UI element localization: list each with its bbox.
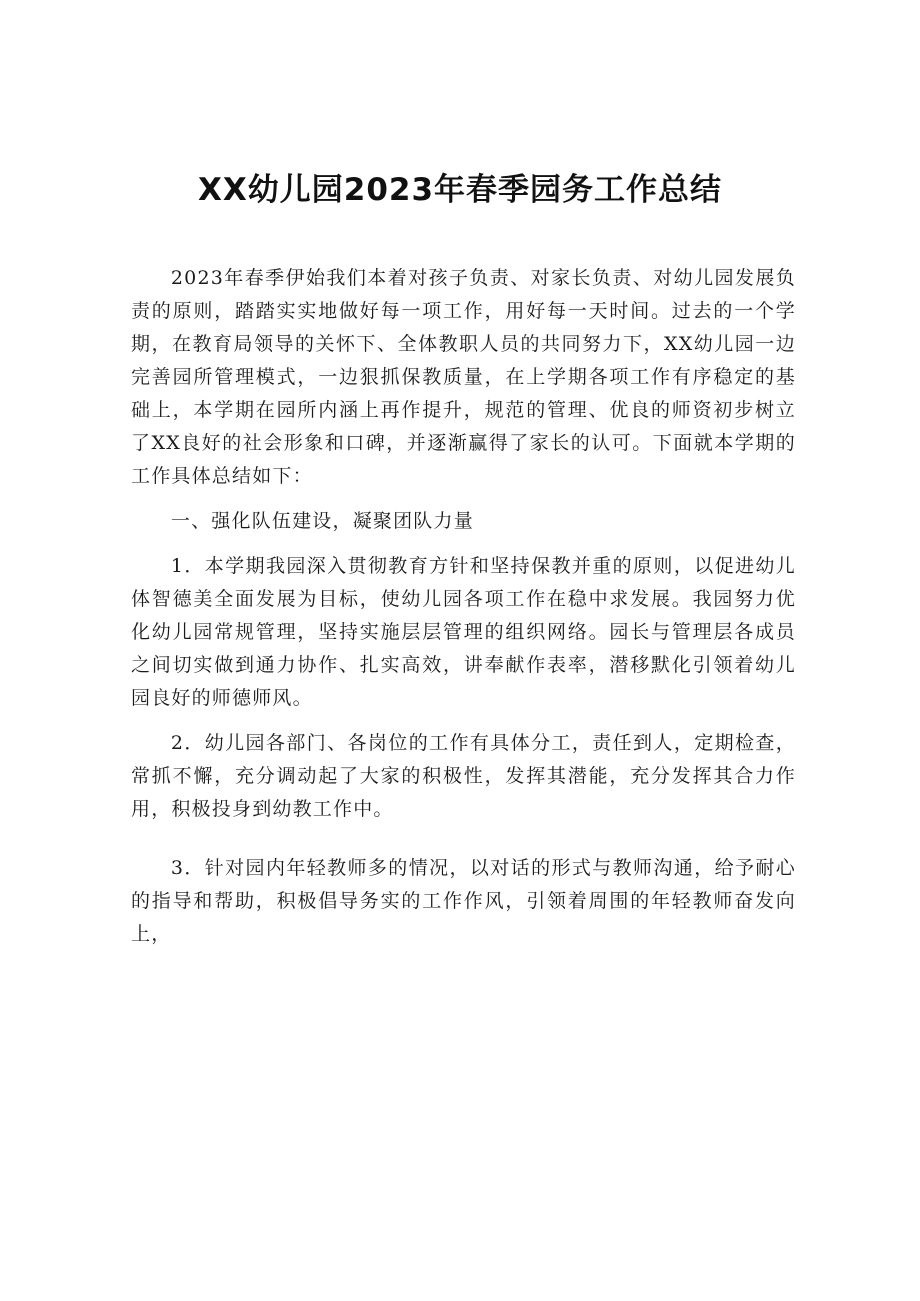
document-title: XX幼儿园2023年春季园务工作总结 bbox=[197, 172, 723, 208]
document-body bbox=[131, 262, 796, 951]
intro-paragraph: 2023年春季伊始我们本着对孩子负责、对家长负责、对幼儿园发展负责的原则，踏踏实实地做好每一项工作，用好每一天时间。过去的一个学期，在教育局领导的关怀下、全体教职人员的共同努力下，XX幼儿园一边完善园所管理模式，一边狠抓保教质量，在上学期各项工作有序稳定的基础上，本学期在园所内涵上再作提升，规范的管理、优良的师资初步树立了XX良好的社会形象和口碑，并逐渐赢得了家长的认可。下面就本学期的工作具体总结如下： bbox=[131, 267, 796, 487]
paragraph-item-2: 2．幼儿园各部门、各岗位的工作有具体分工，责任到人，定期检查，常抓不懈，充分调动起了大家的积极性，发挥其潜能，充分发挥其合力作用，积极投身到幼教工作中。 bbox=[131, 732, 796, 820]
paragraph-item-1: 1．本学期我园深入贯彻教育方针和坚持保教并重的原则，以促进幼儿体智德美全面发展为目标，使幼儿园各项工作在稳中求发展。我园努力优化幼儿园常规管理，坚持实施层层管理的组织网络。园长与管理层各成员之间切实做到通力协作、扎实高效，讲奉献作表率，潜移默化引领着幼儿园良好的师德师风。 bbox=[131, 555, 796, 709]
section-heading: 一、强化队伍建设，凝聚团队力量 bbox=[170, 510, 474, 532]
paragraph-item-3: 3．针对园内年轻教师多的情况，以对话的形式与教师沟通，给予耐心的指导和帮助，积极倡导务实的工作作风，引领着周围的年轻教师奋发向上， bbox=[131, 857, 796, 945]
